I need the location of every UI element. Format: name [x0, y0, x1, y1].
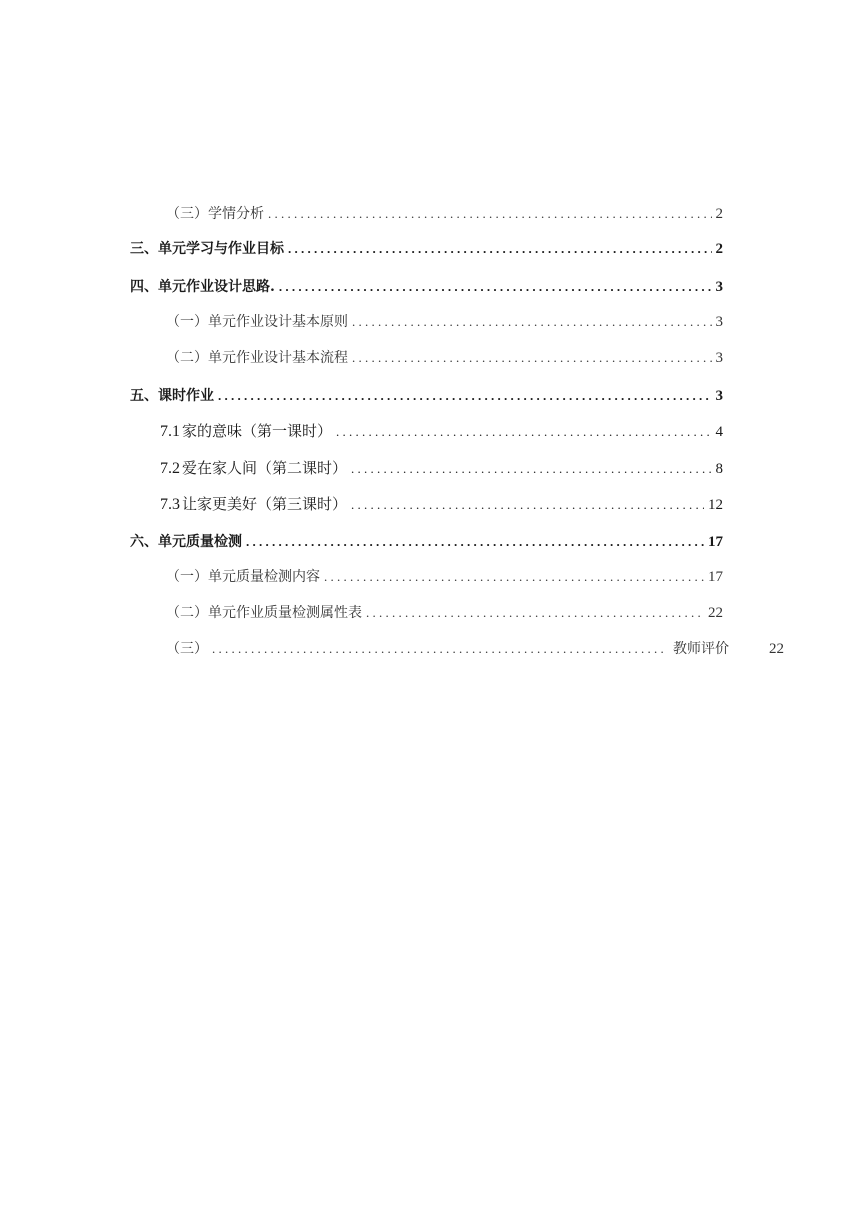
toc-leader-dots: [324, 567, 704, 587]
toc-entry-teacher-evaluation[interactable]: [166, 639, 784, 659]
toc-entry-lesson-7-1[interactable]: [160, 421, 723, 441]
toc-entry-section-5[interactable]: [130, 386, 723, 406]
toc-lesson-code: 7.3: [160, 496, 180, 513]
toc-page-number: 3: [715, 388, 723, 404]
toc-entry-text: 单元学习与作业目标: [158, 241, 284, 257]
toc-page-number: 8: [715, 461, 723, 477]
toc-leader-dots: [279, 277, 712, 297]
toc-page-number: 3: [715, 314, 723, 330]
toc-entry-text: 单元质量检测: [158, 534, 242, 550]
toc-entry-lesson-7-3[interactable]: [160, 494, 723, 514]
toc-entry-lesson-7-2[interactable]: [160, 458, 723, 478]
toc-leader-dots: [246, 532, 704, 552]
toc-page-number: 22: [769, 641, 784, 657]
toc-page-number: 3: [715, 350, 723, 366]
toc-leader-dots: [351, 495, 704, 515]
toc-page-number: 4: [715, 424, 723, 440]
toc-entry-text: （一）单元作业设计基本原则: [166, 314, 348, 330]
toc-page-number: 22: [708, 605, 723, 621]
toc-entry-design-process[interactable]: [166, 348, 723, 368]
toc-entry-section-6[interactable]: [130, 532, 723, 552]
toc-page-number: 3: [715, 279, 723, 295]
toc-leader-dots: [351, 459, 711, 479]
toc-entry-text: 爱在家人间（第二课时）: [182, 459, 348, 477]
toc-lesson-code: 7.1: [160, 423, 180, 440]
toc-leader-dots: [352, 312, 712, 332]
toc-entry-section-4[interactable]: [130, 277, 723, 297]
toc-leader-dots: [212, 639, 663, 659]
toc-entry-text: （二）单元作业质量检测属性表: [166, 605, 362, 621]
toc-page-number: 2: [715, 241, 723, 257]
toc-entry-text: 家的意味（第一课时）: [182, 422, 333, 440]
toc-section-marker: 五、: [130, 388, 158, 404]
toc-leader-dots: [336, 422, 711, 442]
toc-entry-quality-content[interactable]: [166, 567, 723, 587]
toc-entry-quality-attributes[interactable]: [166, 603, 723, 623]
toc-leader-dots: [366, 603, 704, 623]
toc-entry-marker: （三）: [166, 641, 208, 657]
toc-page-number: 17: [708, 569, 723, 585]
toc-entry-text: 让家更美好（第三课时）: [182, 495, 348, 513]
toc-entry-section-3[interactable]: [130, 239, 723, 259]
toc-page-number: 12: [708, 497, 723, 513]
toc-entry-text: （二）单元作业设计基本流程: [166, 350, 348, 366]
toc-entry-text: 课时作业: [158, 388, 214, 404]
toc-entry-text: 单元作业设计思路.: [158, 279, 275, 295]
toc-section-marker: 四、: [130, 279, 158, 295]
toc-leader-dots: [218, 386, 712, 406]
toc-entry-design-principles[interactable]: [166, 312, 723, 332]
toc-leader-dots: [352, 348, 712, 368]
toc-leader-dots: [268, 204, 712, 224]
toc-page-number: 2: [715, 206, 723, 222]
toc-leader-dots: [288, 239, 712, 259]
toc-section-marker: 三、: [130, 241, 158, 257]
toc-entry-text: （三）学情分析: [166, 206, 264, 222]
toc-entry-text: （一）单元质量检测内容: [166, 569, 320, 585]
toc-entry-text: 教师评价: [673, 641, 729, 657]
toc-section-marker: 六、: [130, 534, 158, 550]
toc-lesson-code: 7.2: [160, 460, 180, 477]
toc-entry-learning-analysis[interactable]: [166, 204, 723, 224]
toc-page-number: 17: [708, 534, 723, 550]
